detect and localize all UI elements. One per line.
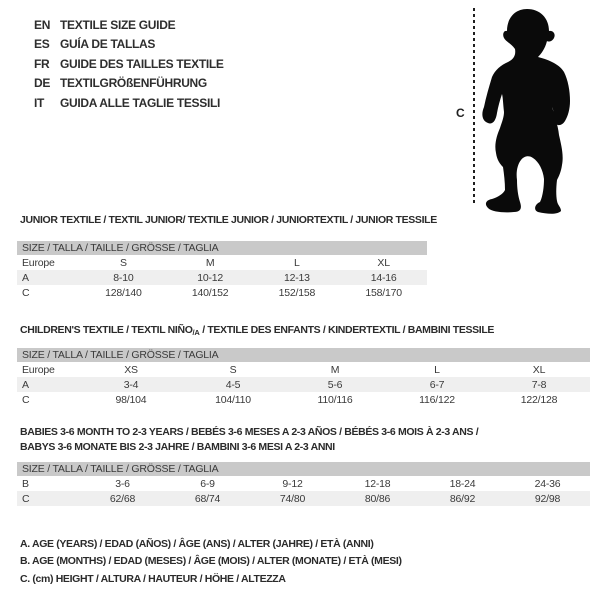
language-row	[34, 74, 224, 93]
footnotes	[20, 536, 402, 588]
row-label-cell: A	[22, 378, 29, 391]
value-cell: 4-5	[225, 378, 241, 391]
title-suffix: / TEXTILE DES ENFANTS / KINDERTEXTIL / BAMBINI TESSILE	[199, 324, 495, 336]
size-table	[17, 241, 427, 300]
value-cell: 92/98	[534, 492, 561, 505]
language-row	[34, 16, 224, 35]
value-cell: 14-16	[370, 271, 397, 284]
footnote-line: C. (cm) HEIGHT / ALTURA / HAUTEUR / HÖHE / ALTEZZA	[20, 572, 286, 585]
section-title-line: BABIES 3-6 MONTH TO 2-3 YEARS / BEBÉS 3-6 MESES A 2-3 AÑOS / BÉBÉS 3-6 MOIS À 2-3 ANS /	[20, 426, 479, 438]
footnote-line: B. AGE (MONTHS) / EDAD (MESES) / ÂGE (MOIS) / ALTER (MONATE) / ETÀ (MESI)	[20, 555, 402, 568]
table-row	[17, 270, 427, 285]
language-list	[34, 16, 224, 113]
value-cell: 7-8	[531, 378, 547, 391]
language-code: EN	[34, 18, 51, 32]
value-cell: 152/158	[278, 286, 316, 299]
value-cell: L	[294, 256, 300, 269]
row-label-cell: Europe	[22, 256, 55, 269]
size-table-header: SIZE / TALLA / TAILLE / GRÖSSE / TAGLIA	[17, 462, 590, 476]
table-row	[17, 476, 590, 491]
value-cell: 68/74	[194, 492, 221, 505]
value-cell: 24-36	[534, 477, 561, 490]
value-cell: XL	[532, 363, 546, 376]
value-cell: 140/152	[191, 286, 229, 299]
table-row	[17, 392, 590, 407]
language-label: TEXTILE SIZE GUIDE	[60, 18, 176, 32]
value-cell: M	[330, 363, 340, 376]
size-section-junior	[17, 213, 437, 300]
size-table	[17, 462, 590, 506]
title-subscript: /A	[192, 328, 200, 337]
language-row	[34, 94, 224, 113]
value-cell: 80/86	[364, 492, 391, 505]
value-cell: 3-4	[123, 378, 139, 391]
value-cell: 8-10	[113, 271, 134, 284]
size-table	[17, 348, 590, 407]
size-table-grid	[17, 255, 427, 300]
footnote-line: A. AGE (YEARS) / EDAD (AÑOS) / ÂGE (ANS) / ALTER (JAHRE) / ETÀ (ANNI)	[20, 538, 374, 550]
section-title-line: JUNIOR TEXTILE / TEXTIL JUNIOR/ TEXTILE JUNIOR / JUNIORTEXTIL / JUNIOR TESSILE	[20, 214, 437, 226]
size-table-header: SIZE / TALLA / TAILLE / GRÖSSE / TAGLIA	[17, 241, 427, 255]
language-code: FR	[34, 56, 50, 71]
language-row	[34, 35, 224, 54]
value-cell: 12-13	[283, 271, 310, 284]
value-cell: 62/68	[109, 492, 136, 505]
table-row	[17, 377, 590, 392]
value-cell: 128/140	[105, 286, 142, 299]
size-section-children	[17, 323, 590, 407]
row-label-cell: C	[22, 492, 30, 505]
language-code: IT	[34, 95, 45, 110]
row-label-cell: C	[22, 393, 30, 406]
table-row	[17, 362, 590, 377]
value-cell: 122/128	[520, 393, 558, 406]
height-measure-line	[473, 8, 475, 205]
value-cell: M	[205, 256, 215, 269]
language-label: GUIDE DES TAILLES TEXTILE	[60, 56, 224, 71]
value-cell: 5-6	[327, 378, 343, 391]
value-cell: XL	[377, 256, 390, 269]
row-label-cell: A	[22, 271, 29, 284]
language-label: GUIDA ALLE TAGLIE TESSILI	[60, 95, 221, 110]
value-cell: 158/170	[365, 286, 402, 299]
value-cell: 86/92	[449, 492, 476, 505]
value-cell: L	[434, 363, 440, 376]
size-table-grid	[17, 476, 590, 506]
row-label-cell: B	[22, 477, 29, 490]
value-cell: S	[119, 256, 127, 269]
value-cell: S	[229, 363, 237, 376]
row-label-cell: Europe	[22, 363, 55, 376]
value-cell: 116/122	[419, 393, 455, 406]
section-title-line	[20, 323, 590, 340]
size-table-grid	[17, 362, 590, 407]
section-title-line: BABYS 3-6 MONATE BIS 2-3 JAHRE / BAMBINI 3-6 MESI A 2-3 ANNI	[20, 441, 335, 453]
language-label: GUÍA DE TALLAS	[60, 37, 156, 52]
value-cell: 6-9	[200, 477, 215, 490]
language-code: DE	[34, 76, 51, 91]
value-cell: 10-12	[197, 271, 224, 284]
language-code: ES	[34, 37, 50, 52]
value-cell: 18-24	[449, 477, 476, 490]
value-cell: 98/104	[115, 393, 147, 406]
value-cell: 104/110	[215, 393, 251, 406]
title-prefix: CHILDREN'S TEXTILE / TEXTIL NIÑO	[20, 324, 193, 336]
table-row	[17, 255, 427, 270]
value-cell: 74/80	[279, 492, 306, 505]
section-title	[20, 213, 437, 228]
language-row	[34, 55, 224, 74]
table-row	[17, 491, 590, 506]
baby-silhouette	[477, 4, 599, 216]
height-measure-label: C	[456, 106, 465, 120]
language-label: TEXTILGRÖßENFÜHRUNG	[60, 76, 207, 91]
table-row	[17, 285, 427, 300]
value-cell: 9-12	[282, 477, 303, 490]
row-label-cell: C	[22, 286, 30, 299]
value-cell: 110/116	[317, 393, 353, 406]
section-title	[20, 425, 590, 455]
size-section-babies	[17, 425, 590, 506]
section-title	[20, 323, 590, 340]
value-cell: 12-18	[364, 477, 391, 490]
value-cell: XS	[124, 363, 138, 376]
value-cell: 6-7	[429, 378, 445, 391]
value-cell: 3-6	[115, 477, 130, 490]
size-table-header: SIZE / TALLA / TAILLE / GRÖSSE / TAGLIA	[17, 348, 590, 362]
